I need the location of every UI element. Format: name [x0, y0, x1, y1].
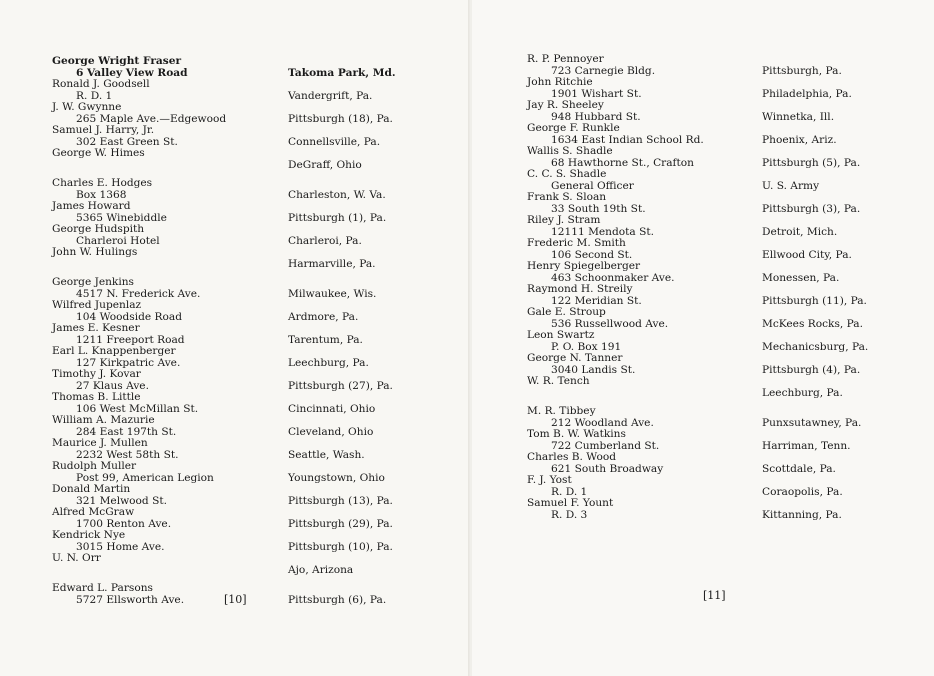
member-name: Wilfred Jupenlaz	[52, 299, 142, 311]
member-name: Charles E. Hodges	[52, 177, 153, 189]
member-address: 284 East 197th St.	[76, 425, 177, 438]
member-name: Charles B. Wood	[527, 451, 616, 463]
member-name: Alfred McGraw	[52, 506, 135, 518]
member-name: M. R. Tibbey	[527, 405, 596, 417]
directory-entry	[52, 300, 272, 323]
directory-entry	[527, 284, 757, 307]
member-city: Punxsutawney, Pa.	[762, 417, 862, 429]
member-name: Jay R. Sheeley	[527, 99, 604, 111]
member-address: 722 Cumberland St.	[551, 439, 660, 452]
directory-entry	[527, 123, 757, 146]
member-address: 122 Meridian St.	[551, 294, 642, 307]
right-page	[472, 0, 934, 676]
member-address: 212 Woodland Ave.	[551, 416, 654, 429]
member-city: Coraopolis, Pa.	[762, 486, 843, 498]
member-city: Pittsburgh (5), Pa.	[762, 157, 861, 169]
member-city: Cincinnati, Ohio	[288, 403, 376, 415]
member-address: 3040 Landis St.	[551, 363, 636, 376]
member-city: Cleveland, Ohio	[288, 426, 374, 438]
member-city: Phoenix, Ariz.	[762, 134, 837, 146]
member-city: Connellsville, Pa.	[288, 136, 381, 148]
member-address: 1901 Wishart St.	[551, 87, 642, 100]
member-city: Ajo, Arizona	[288, 564, 354, 576]
member-city: Pittsburgh (18), Pa.	[288, 113, 393, 125]
member-name: F. J. Yost	[527, 474, 572, 486]
member-city: U. S. Army	[762, 180, 820, 192]
member-name: C. C. S. Shadle	[527, 168, 607, 180]
directory-entry	[52, 415, 272, 438]
member-address: 4517 N. Frederick Ave.	[76, 287, 201, 300]
member-city: Takoma Park, Md.	[288, 67, 396, 79]
member-name: George Hudspith	[52, 223, 145, 235]
member-name: W. R. Tench	[527, 375, 590, 387]
directory-entry	[527, 192, 757, 215]
directory-entry	[52, 346, 272, 369]
directory-entry	[52, 438, 272, 461]
member-name: Kendrick Nye	[52, 529, 126, 541]
directory-entry	[52, 224, 272, 247]
member-address: 302 East Green St.	[76, 135, 178, 148]
directory-entry	[52, 277, 272, 300]
member-city: Kittanning, Pa.	[762, 509, 842, 521]
right-cities-column	[762, 66, 932, 533]
member-city: Tarentum, Pa.	[288, 334, 363, 346]
member-city: DeGraff, Ohio	[288, 159, 362, 171]
member-name: Samuel F. Yount	[527, 497, 614, 509]
directory-entry	[52, 201, 272, 224]
member-city: Scottdale, Pa.	[762, 463, 836, 475]
directory-entry	[52, 56, 272, 79]
member-address: 948 Hubbard St.	[551, 110, 641, 123]
member-address: 6 Valley View Road	[76, 66, 188, 79]
member-address: 723 Carnegie Bldg.	[551, 64, 656, 77]
member-city: Pittsburgh (13), Pa.	[288, 495, 393, 507]
member-name: Leon Swartz	[527, 329, 595, 341]
member-address: 5365 Winebiddle	[76, 211, 167, 224]
left-page-number: [10]	[224, 593, 247, 606]
directory-entry	[527, 475, 757, 498]
member-city: Pittsburgh (1), Pa.	[288, 212, 387, 224]
member-address: General Officer	[551, 179, 634, 192]
member-name: James E. Kesner	[52, 322, 140, 334]
member-city: McKees Rocks, Pa.	[762, 318, 863, 330]
member-city: Milwaukee, Wis.	[288, 288, 377, 300]
member-city: Leechburg, Pa.	[288, 357, 369, 369]
directory-entry	[527, 376, 757, 406]
member-name: Gale E. Stroup	[527, 306, 606, 318]
right-page-number: [11]	[703, 589, 726, 602]
member-city: Detroit, Mich.	[762, 226, 838, 238]
member-name: Frederic M. Smith	[527, 237, 626, 249]
member-name: George Wright Fraser	[52, 55, 182, 67]
member-address: P. O. Box 191	[551, 340, 622, 353]
member-name: Timothy J. Kovar	[52, 368, 141, 380]
member-address: 104 Woodside Road	[76, 310, 182, 323]
member-name: George N. Tanner	[527, 352, 623, 364]
member-name: U. N. Orr	[52, 552, 101, 564]
directory-entry	[52, 461, 272, 484]
member-address: 1634 East Indian School Rd.	[551, 133, 704, 146]
member-address: 68 Hawthorne St., Crafton	[551, 156, 694, 169]
member-name: Ronald J. Goodsell	[52, 78, 150, 90]
member-city: Harmarville, Pa.	[288, 258, 376, 270]
member-address: 5727 Ellsworth Ave.	[76, 593, 185, 606]
member-name: Tom B. W. Watkins	[527, 428, 626, 440]
member-address: 2232 West 58th St.	[76, 448, 179, 461]
member-address: R. D. 1	[551, 485, 588, 498]
directory-entry	[52, 125, 272, 148]
member-name: John Ritchie	[527, 76, 593, 88]
member-city: Mechanicsburg, Pa.	[762, 341, 869, 353]
directory-entry	[527, 215, 757, 238]
member-city: Ardmore, Pa.	[288, 311, 359, 323]
left-names-column	[52, 56, 272, 606]
member-address: Post 99, American Legion	[76, 471, 214, 484]
member-name: Wallis S. Shadle	[527, 145, 613, 157]
member-city: Seattle, Wash.	[288, 449, 365, 461]
member-address: Box 1368	[76, 188, 127, 201]
member-address: R. D. 1	[76, 89, 113, 102]
member-city: Pittsburgh (11), Pa.	[762, 295, 867, 307]
directory-entry	[527, 353, 757, 376]
member-name: George W. Himes	[52, 147, 145, 159]
directory-entry	[52, 178, 272, 201]
member-city: Harriman, Tenn.	[762, 440, 851, 452]
member-name: William A. Mazurie	[52, 414, 155, 426]
left-cities-column	[288, 68, 468, 618]
member-city: Charleroi, Pa.	[288, 235, 362, 247]
member-address: R. D. 3	[551, 508, 588, 521]
member-address: 265 Maple Ave.—Edgewood	[76, 112, 227, 125]
member-city: Pittsburgh (3), Pa.	[762, 203, 861, 215]
directory-entry	[52, 392, 272, 415]
member-name: George Jenkins	[52, 276, 134, 288]
member-address: Charleroi Hotel	[76, 234, 160, 247]
member-name: Rudolph Muller	[52, 460, 137, 472]
member-city: Philadelphia, Pa.	[762, 88, 852, 100]
member-address: 1211 Freeport Road	[76, 333, 185, 346]
directory-entry	[527, 429, 757, 452]
directory-entry	[527, 238, 757, 261]
member-name: Earl L. Knappenberger	[52, 345, 176, 357]
member-city: Pittsburgh (27), Pa.	[288, 380, 393, 392]
directory-entry	[527, 261, 757, 284]
member-address: 321 Melwood St.	[76, 494, 167, 507]
member-city: Pittsburgh (4), Pa.	[762, 364, 861, 376]
directory-entry	[527, 100, 757, 123]
member-city: Pittsburgh (10), Pa.	[288, 541, 393, 553]
member-address: 621 South Broadway	[551, 462, 664, 475]
member-name: John W. Hulings	[52, 246, 138, 258]
member-city: Ellwood City, Pa.	[762, 249, 852, 261]
member-name: Samuel J. Harry, Jr.	[52, 124, 155, 136]
directory-entry	[527, 54, 757, 77]
directory-entry	[527, 169, 757, 192]
member-name: Edward L. Parsons	[52, 582, 153, 594]
member-name: J. W. Gwynne	[52, 101, 122, 113]
member-address: 3015 Home Ave.	[76, 540, 165, 553]
directory-entry	[52, 507, 272, 530]
member-address: 106 Second St.	[551, 248, 633, 261]
directory-entry	[527, 77, 757, 100]
member-city: Charleston, W. Va.	[288, 189, 386, 201]
directory-entry	[527, 498, 757, 521]
directory-entry	[527, 406, 757, 429]
directory-entry	[527, 452, 757, 475]
member-address: 463 Schoonmaker Ave.	[551, 271, 675, 284]
member-name: Thomas B. Little	[52, 391, 141, 403]
member-name: James Howard	[52, 200, 131, 212]
member-name: Frank S. Sloan	[527, 191, 607, 203]
member-city: Pittsburgh, Pa.	[762, 65, 842, 77]
member-name: R. P. Pennoyer	[527, 53, 604, 65]
member-name: Riley J. Stram	[527, 214, 601, 226]
directory-entry	[527, 307, 757, 330]
member-name: Raymond H. Streily	[527, 283, 633, 295]
directory-entry	[52, 79, 272, 102]
member-city: Leechburg, Pa.	[762, 387, 843, 399]
member-address: 27 Klaus Ave.	[76, 379, 149, 392]
directory-entry	[52, 484, 272, 507]
member-address: 33 South 19th St.	[551, 202, 646, 215]
directory-entry	[52, 369, 272, 392]
member-address: 127 Kirkpatric Ave.	[76, 356, 181, 369]
member-city: Winnetka, Ill.	[762, 111, 835, 123]
member-name: Donald Martin	[52, 483, 131, 495]
member-address: 106 West McMillan St.	[76, 402, 199, 415]
member-city: Monessen, Pa.	[762, 272, 840, 284]
directory-entry	[52, 323, 272, 346]
member-city: Vandergrift, Pa.	[288, 90, 373, 102]
member-address: 1700 Renton Ave.	[76, 517, 172, 530]
directory-entry	[52, 553, 272, 583]
member-name: George F. Runkle	[527, 122, 620, 134]
member-city: Youngstown, Ohio	[288, 472, 385, 484]
member-city: Pittsburgh (6), Pa.	[288, 594, 387, 606]
member-name: Maurice J. Mullen	[52, 437, 148, 449]
directory-entry	[52, 247, 272, 277]
directory-entry	[527, 146, 757, 169]
directory-entry	[52, 148, 272, 178]
directory-entry	[52, 530, 272, 553]
member-name: Henry Spiegelberger	[527, 260, 641, 272]
member-address: 536 Russellwood Ave.	[551, 317, 669, 330]
directory-entry	[527, 330, 757, 353]
right-names-column	[527, 54, 757, 521]
directory-entry	[52, 102, 272, 125]
member-address: 12111 Mendota St.	[551, 225, 654, 238]
member-city: Pittsburgh (29), Pa.	[288, 518, 393, 530]
